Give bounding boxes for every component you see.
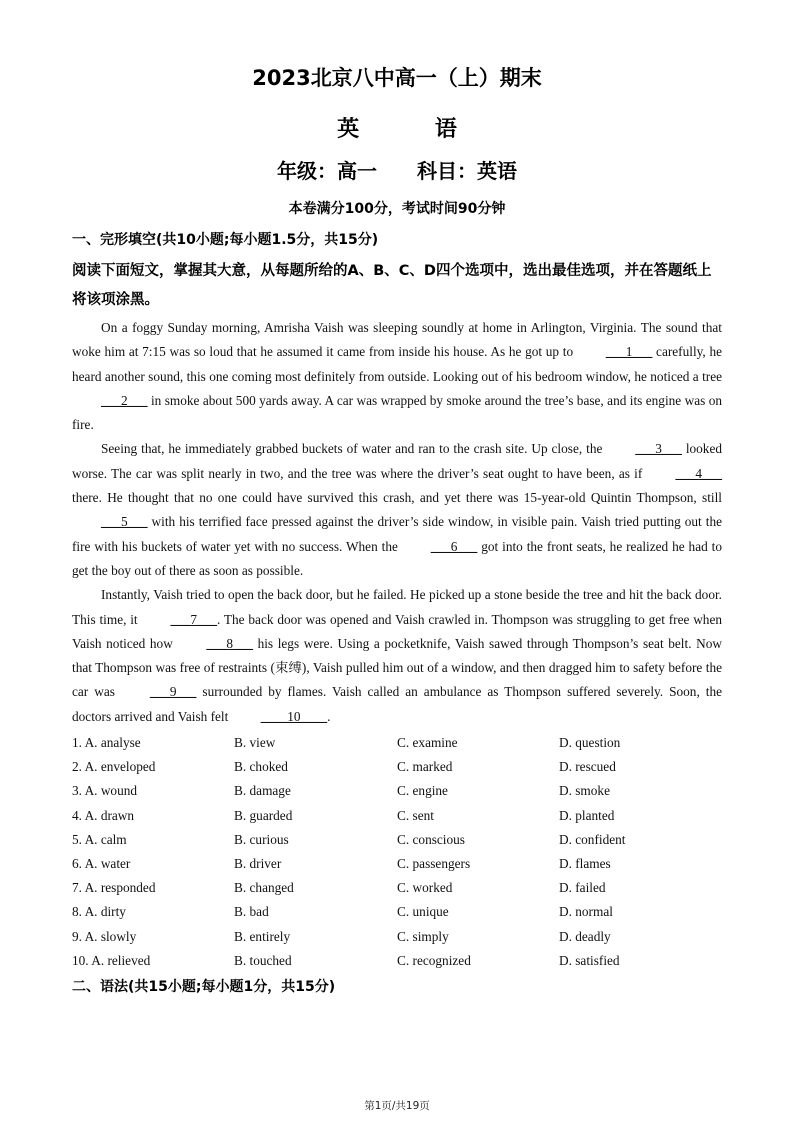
option-a: 2. A. enveloped [72,759,156,775]
section2-heading: 二、语法(共15小题;每小题1分，共15分) [72,979,336,995]
option-a: 7. A. responded [72,880,156,896]
option-c: C. engine [397,783,448,799]
option-d: D. normal [559,904,613,920]
option-d: D. flames [559,855,611,871]
option-row [72,949,722,973]
option-c: C. sent [397,807,434,823]
option-b: B. choked [234,759,288,775]
option-d: D. failed [559,880,606,896]
option-row [72,925,722,949]
option-row [72,804,722,828]
blank-3: ___3___ [635,441,682,457]
blank-1: ___1___ [605,344,653,360]
passage-paragraph-1: On a foggy Sunday morning, Amrisha Vaish was sleeping soundly at home in Arlington, Virginia. The sound that woke him at 7:15 was so loud that he assumed it came from inside his house. As he got up to ___1___ carefully, he heard another sound, this one coming most definitely from outside. Looking out of his bedroom window, he noticed a tree ___2___ in smoke about 500 yards away. A car was wrapped by smoke around the tree’s base, and its engine was on fire. [72,320,723,433]
option-row [72,779,722,803]
option-c: C. marked [397,759,453,775]
option-a: 4. A. drawn [72,807,135,823]
blank-9: ___9___ [149,684,197,700]
page-number: 第1页/共19页 [364,1100,430,1112]
option-a: 10. A. relieved [72,952,151,968]
option-c: C. conscious [397,831,465,847]
option-a: 5. A. calm [72,831,127,847]
blank-10: ____10____ [260,708,328,724]
option-row [72,900,722,924]
blank-7: ___7___ [170,611,217,627]
subject-title: 英 语 [337,117,491,142]
option-d: D. planted [559,807,615,823]
passage-paragraph-2: Seeing that, he immediately grabbed buckets of water and ran to the crash site. Up close, the ___3___ looked worse. The car was split nearly in two, and the tree was where the driver’s seat ought to have been, as if ___4___ there. He thought that no one could have survived this crash, and yet there was 15-year-old Quintin Thompson, still ___5___ with his terrified face pressed against the driver’s side window, in visible pain. Vaish tried putting out the fire with his buckets of water yet with no success. When the ___6___ got into the front seats, he realized he had to get the boy out of there as soon as possible. [72,437,722,583]
option-c: C. examine [397,735,458,750]
option-a: 1. A. analyse [72,735,141,750]
answer-options [72,731,722,973]
option-b: B. entirely [234,928,291,944]
blank-6: ___6___ [430,538,478,554]
option-b: B. changed [234,880,294,896]
exam-title: 2023北京八中高一（上）期末 [252,66,542,90]
option-row [72,828,722,852]
section1-heading: 一、完形填空(共10小题;每小题1.5分，共15分) [72,232,379,248]
grade-label: 年级：高一 [277,159,377,183]
option-row [72,876,722,900]
option-row [72,852,722,876]
option-a: 3. A. wound [72,783,138,799]
option-d: D. question [559,735,621,750]
blank-5: ___5___ [101,514,148,530]
option-b: B. damage [234,783,291,799]
option-d: D. smoke [559,783,610,799]
option-a: 8. A. dirty [72,904,126,920]
option-b: B. touched [234,952,292,968]
option-d: D. deadly [559,928,611,944]
option-b: B. guarded [234,807,293,823]
option-c: C. unique [397,904,449,920]
blank-8: ___8___ [206,635,253,651]
option-a: 9. A. slowly [72,928,137,944]
option-d: D. satisfied [559,952,620,968]
subject-label: 科目：英语 [417,159,517,183]
option-b: B. driver [234,855,282,871]
option-c: C. simply [397,928,449,944]
grade-subject-line [0,155,794,184]
cloze-passage [72,316,722,729]
passage-paragraph-3: Instantly, Vaish tried to open the back door, but he failed. He picked up a stone beside the tree and hit the back door. This time, it ___7___. The back door was opened and Vaish crawled in. Thompson was struggling to get free when Vaish noticed how ___8___ his legs were. Using a pocketknife, Vaish sawed through Thompson’s seat belt. Now that Thompson was free of restraints (束缚), Vaish pulled him out of a window, and then dragged him to safety before the car was ___9___ surrounded by flames. Vaish called an ambulance as Thompson suffered severely. Soon, the doctors arrived and Vaish felt ____10____. [72,583,722,729]
blank-4: ___4___ [675,465,722,481]
option-d: D. confident [559,831,626,847]
option-c: C. passengers [397,855,471,871]
option-d: D. rescued [559,759,616,775]
exam-info: 本卷满分100分，考试时间90分钟 [288,201,506,217]
option-b: B. bad [234,904,269,920]
option-c: C. recognized [397,952,471,968]
option-row [72,755,722,779]
section1-instruction: 阅读下面短文，掌握其大意，从每题所给的A、B、C、D四个选项中，选出最佳选项，并在答题纸上将该项涂黑。 [72,263,712,308]
option-c: C. worked [397,880,453,896]
blank-2: ___2___ [101,392,148,408]
option-row [72,731,722,755]
option-b: B. curious [234,831,289,847]
option-a: 6. A. water [72,855,131,871]
option-b: B. view [234,735,276,750]
